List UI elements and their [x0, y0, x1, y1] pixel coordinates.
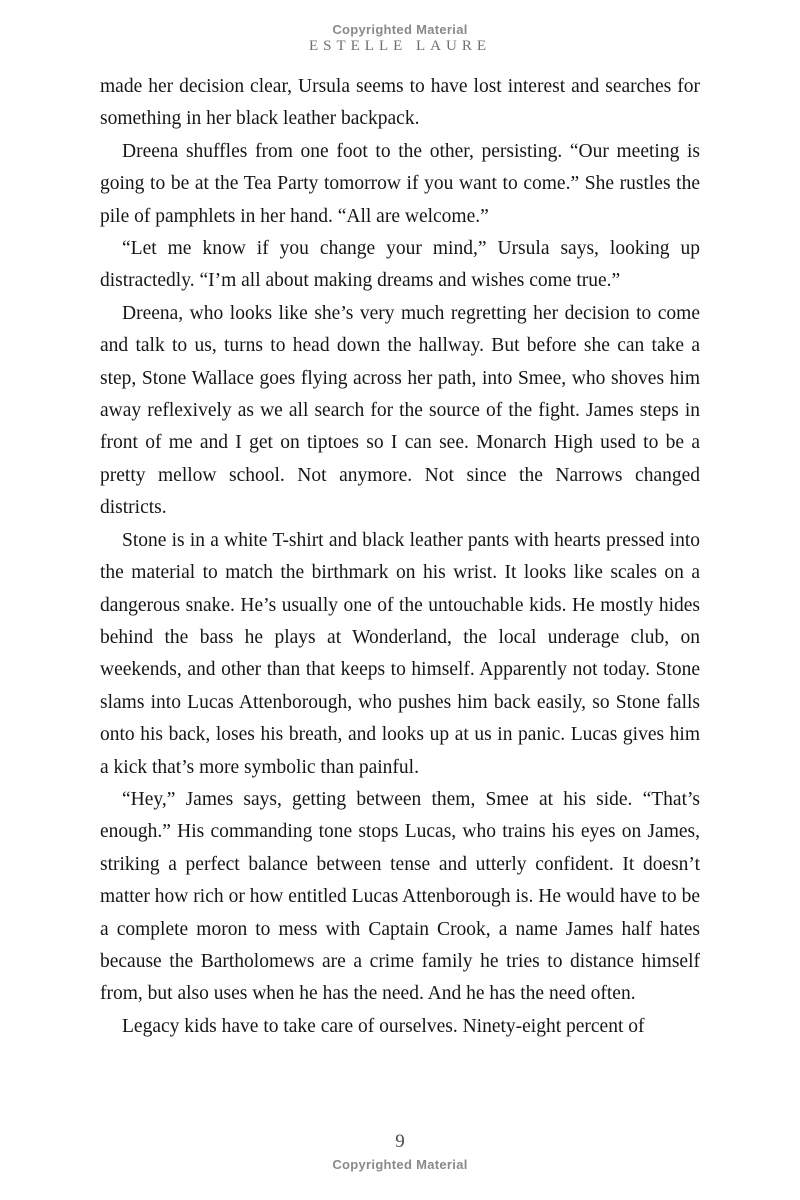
paragraph: Dreena shuffles from one foot to the other, persisting. “Our meeting is going to be at the Tea Party tomorrow if you want to come.” She rustles the pile of pamphlets in her hand. “All are welcome.”	[100, 140, 700, 227]
paragraph: “Hey,” James says, getting between them, Smee at his side. “That’s enough.” His commanding tone stops Lucas, who trains his eyes on James, striking a perfect balance between tense and utterly confident. It doesn’t matter how rich or how entitled Lucas Attenborough is. He would have to be a complete moron to mess with Captain Crook, a name James half hates because the Bartholomews are a crime family he tries to distance himself from, but also uses when he has the need. And he has the need often.	[100, 788, 700, 1005]
text-body	[100, 71, 700, 1043]
paragraph: Stone is in a white T-shirt and black leather pants with hearts pressed into the material to match the birthmark on his wrist. It looks like scales on a dangerous snake. He’s usually one of the untouchable kids. He mostly hides behind the bass he plays at Wonderland, the local underage club, on weekends, and other than that keeps to himself. Apparently not today. Stone slams into Lucas Attenborough, who pushes him back easily, so Stone falls onto his back, loses his breath, and looks up at us in panic. Lucas gives him a kick that’s more symbolic than painful.	[100, 529, 700, 778]
paragraph: Legacy kids have to take care of ourselves. Ninety-eight percent of	[122, 1015, 645, 1037]
copyright-notice-bottom: Copyrighted Material	[332, 1157, 468, 1172]
page-footer	[0, 1131, 800, 1172]
author-name: ESTELLE LAURE	[308, 38, 492, 54]
paragraph: Dreena, who looks like she’s very much regretting her decision to come and talk to us, turns to head down the hallway. But before she can take a step, Stone Wallace goes flying across her path, into Smee, who shoves him away reflexively as we all search for the source of the fight. James steps in front of me and I get on tiptoes so I can see. Monarch High used to be a pretty mellow school. Not anymore. Not since the Narrows changed districts.	[100, 302, 700, 519]
page-number: 9	[395, 1131, 405, 1152]
paragraph: “Let me know if you change your mind,” Ursula says, looking up distractedly. “I’m all about making dreams and wishes come true.”	[100, 238, 700, 292]
page-header	[0, 0, 800, 55]
paragraph: made her decision clear, Ursula seems to have lost interest and searches for something in her black leather backpack.	[100, 76, 700, 130]
copyright-notice-top: Copyrighted Material	[332, 22, 468, 37]
